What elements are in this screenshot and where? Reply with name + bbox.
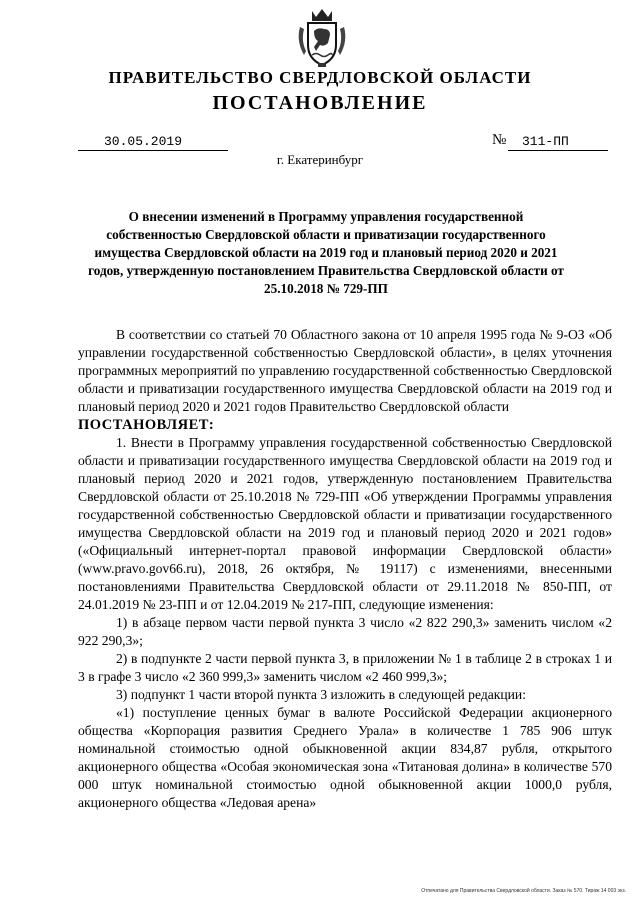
- print-note: Отпечатано для Правительства Свердловской области. Заказ № 570. Тираж 14 003 экз.: [421, 888, 626, 894]
- document-type: ПОСТАНОВЛЕНИЕ: [212, 92, 428, 114]
- government-title: ПРАВИТЕЛЬСТВО СВЕРДЛОВСКОЙ ОБЛАСТИ: [108, 68, 532, 87]
- document-number: 311-ПП: [508, 134, 608, 151]
- number-sign: №: [492, 132, 507, 148]
- coat-of-arms-icon: [294, 7, 350, 69]
- city: г. Екатеринбург: [276, 152, 364, 167]
- item-1-paragraph: 1. Внести в Программу управления государственной собственностью Свердловской области и приватизации государственного имущества Свердловской области на 2019 год и плановый период 2020 и 2021 годов, утвержденную постановлением Правительства Свердловской области от 25.10.2018 № 729-ПП «Об утверждении Программы управления государственной собственностью Свердловской области и приватизации государственного имущества Свердловской области на 2019 год и плановый период 2020 и 2021 годов» («Официальный интернет-портал правовой информации Свердловской области» (www.pravo.gov66.ru), 2018, 26 октября, № 19117) с изменениями, внесенными постановлениями Правительства Свердловской области от 29.11.2018 № 850-ПП, от 24.01.2019 № 23-ПП и от 12.04.2019 № 217-ПП, следующие изменения:: [78, 435, 612, 612]
- subitem-2-paragraph: 2) в подпункте 2 части первой пункта 3, в приложении № 1 в таблице 2 в строках 1 и 3 в графе 3 число «2 360 999,3» заменить числом «2 460 999,3»;: [78, 651, 612, 684]
- subitem-3-paragraph: 3) подпункт 1 части второй пункта 3 изложить в следующей редакции:: [116, 687, 526, 702]
- document-body: [78, 326, 612, 812]
- document-date: 30.05.2019: [78, 134, 228, 151]
- quoted-paragraph: «1) поступление ценных бумаг в валюте Российской Федерации акционерного общества «Корпорация развития Среднего Урала» в количестве 1 785 906 штук номинальной стоимостью одной обыкновенной акции 834,87 рубля, открытого акционерного общества «Особая экономическая зона «Титановая долина» в количестве 570 000 штук номинальной стоимостью одной обыкновенной акции 1000,0 рубля, акционерного общества «Ледовая арена»: [78, 705, 612, 810]
- intro-paragraph: В соответствии со статьей 70 Областного закона от 10 апреля 1995 года № 9-ОЗ «Об управлении государственной собственностью Свердловской области», в целях уточнения программных мероприятий по управлению государственной собственностью Свердловской области и приватизации государственного имущества Свердловской области на 2019 год и плановый период 2020 и 2021 годов Правительство Свердловской области: [78, 327, 612, 414]
- resolves-heading: ПОСТАНОВЛЯЕТ:: [78, 417, 215, 433]
- document-subject: О внесении изменений в Программу управления государственной собственностью Свердловской области и приватизации государственного имущества Свердловской области на 2019 год и плановый период 2020 и 2021 годов, утвержденную постановлением Правительства Свердловской области от 25.10.2018 № 729-ПП: [88, 209, 564, 296]
- subitem-1-paragraph: 1) в абзаце первом части первой пункта 3 число «2 822 290,3» заменить числом «2 922 290,3»;: [78, 615, 612, 648]
